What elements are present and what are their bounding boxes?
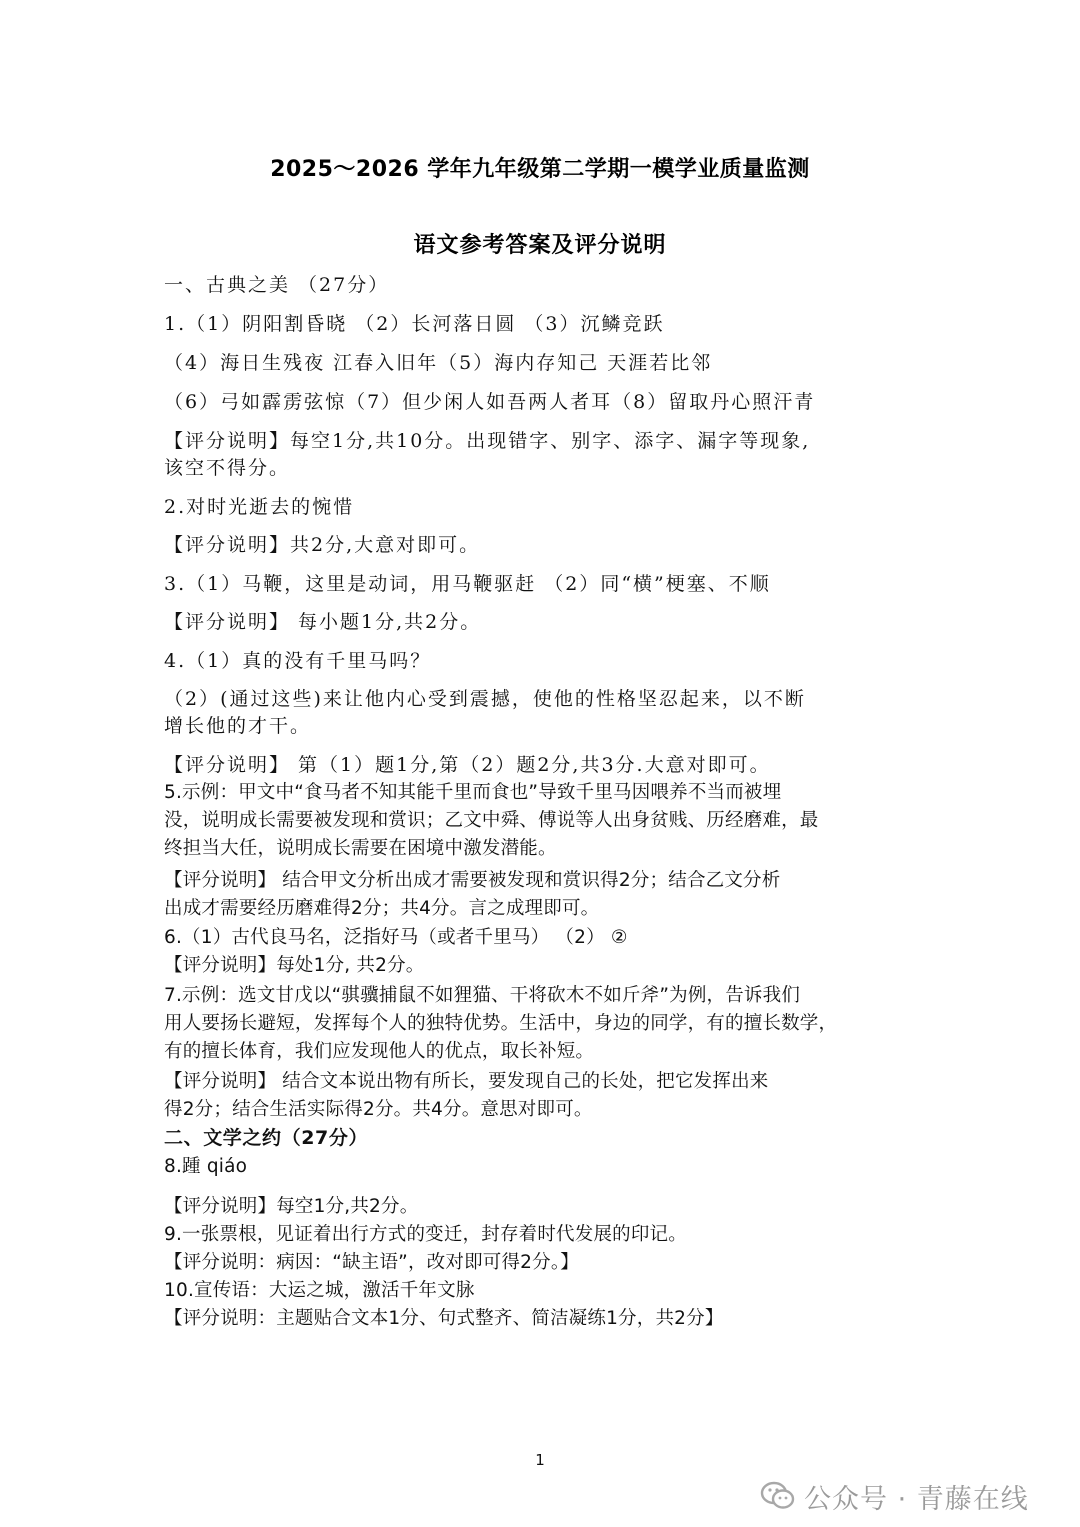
- scoring-note: 该空不得分。: [164, 457, 291, 479]
- answer-line: （6）弓如霹雳弦惊（7）但少闲人如吾两人者耳（8）留取丹心照汗青: [164, 391, 816, 413]
- answer-line: 3.（1）马鞭，这里是动词，用马鞭驱赶 （2）同“横”梗塞、不顺: [164, 573, 771, 595]
- scoring-note: 【评分说明】 结合文本说出物有所长，要发现自己的长处，把它发挥出来: [164, 1071, 769, 1092]
- scoring-note: 【评分说明】 结合甲文分析出成才需要被发现和赏识得2分；结合乙文分析: [164, 870, 781, 891]
- scoring-note: 【评分说明】每处1分, 共2分。: [164, 955, 425, 976]
- scoring-note: 【评分说明】共2分,大意对即可。: [164, 534, 481, 556]
- watermark: [760, 1476, 1029, 1516]
- answer-line: 终担当大任，说明成长需要在困境中激发潜能。: [164, 838, 557, 859]
- scoring-note: 【评分说明：病因：“缺主语”，改对即可得2分。】: [164, 1252, 579, 1273]
- scoring-note: 【评分说明】 每小题1分,共2分。: [164, 611, 482, 633]
- section-heading: 一、古典之美 （27分）: [164, 274, 390, 296]
- scoring-note: 【评分说明：主题贴合文本1分、句式整齐、简洁凝练1分，共2分】: [164, 1308, 724, 1329]
- document-title: 2025～2026 学年九年级第二学期一模学业质量监测: [270, 157, 810, 182]
- scoring-note: 【评分说明】 第（1）题1分,第（2）题2分,共3分.大意对即可。: [164, 754, 771, 776]
- answer-line: 1.（1）阴阳割昏晓 （2）长河落日圆 （3）沉鳞竞跃: [164, 313, 665, 335]
- answer-line: 增长他的才干。: [164, 715, 312, 737]
- answer-line: 有的擅长体育，我们应发现他人的优点，取长补短。: [164, 1041, 595, 1062]
- scoring-note: 【评分说明】每空1分,共2分。: [164, 1196, 419, 1217]
- answer-line: 9.一张票根，见证着出行方式的变迁，封存着时代发展的印记。: [164, 1224, 687, 1245]
- wechat-icon: [760, 1480, 796, 1512]
- document-subtitle: 语文参考答案及评分说明: [413, 233, 667, 258]
- answer-line: 2.对时光逝去的惋惜: [164, 496, 355, 518]
- answer-line: 8.踵 qiáo: [164, 1156, 248, 1177]
- answer-line: 4.（1）真的没有千里马吗？: [164, 650, 432, 672]
- page-number: 1: [535, 1451, 545, 1469]
- answer-line: 5.示例：甲文中“食马者不知其能千里而食也”导致千里马因喂养不当而被埋: [164, 782, 782, 803]
- scoring-note: 【评分说明】每空1分,共10分。出现错字、别字、添字、漏字等现象,: [164, 430, 811, 452]
- scoring-note: 出成才需要经历磨难得2分；共4分。言之成理即可。: [164, 898, 600, 919]
- answer-line: 6.（1）古代良马名，泛指好马（或者千里马） （2） ②: [164, 927, 628, 948]
- watermark-text: 公众号 · 青藤在线: [804, 1483, 1029, 1515]
- answer-line: 10.宣传语：大运之城，激活千年文脉: [164, 1280, 475, 1301]
- section-heading: 二、文学之约（27分）: [164, 1127, 369, 1149]
- answer-line: 用人要扬长避短，发挥每个人的独特优势。生活中，身边的同学，有的擅长数学，: [164, 1013, 838, 1034]
- answer-line: 没，说明成长需要被发现和赏识；乙文中舜、傅说等人出身贫贱、历经磨难，最: [164, 810, 819, 831]
- scoring-note: 得2分；结合生活实际得2分。共4分。意思对即可。: [164, 1099, 593, 1120]
- answer-line: （2）(通过这些)来让他内心受到震撼，使他的性格坚忍起来，以不断: [164, 688, 806, 710]
- answer-line: （4）海日生残夜 江春入旧年（5）海内存知己 天涯若比邻: [164, 352, 713, 374]
- answer-line: 7.示例：选文甘戊以“骐骥捕鼠不如狸猫、干将砍木不如斤斧”为例，告诉我们: [164, 985, 801, 1006]
